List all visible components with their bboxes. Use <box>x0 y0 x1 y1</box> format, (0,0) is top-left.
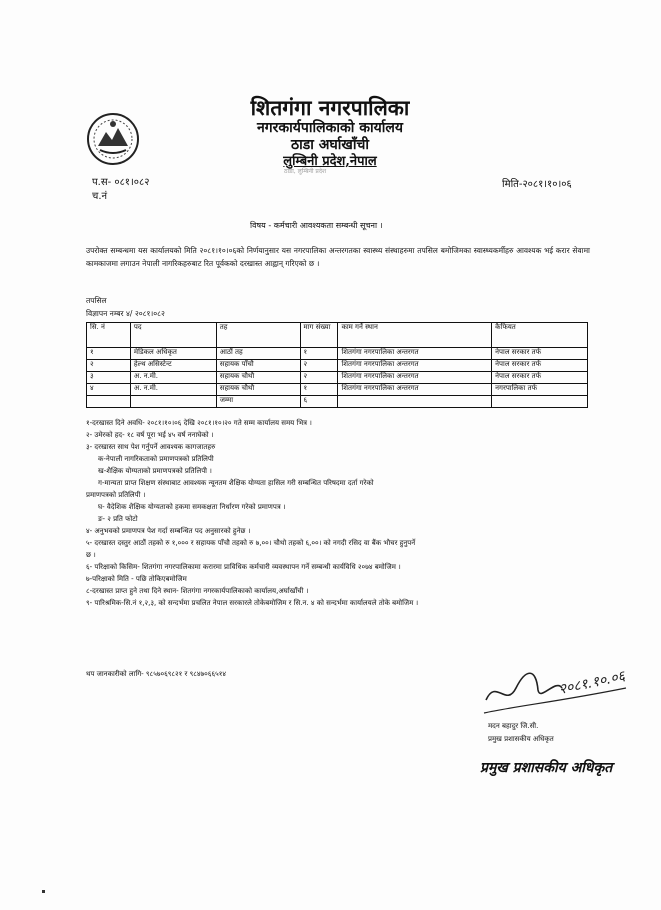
table-cell: शितगंगा नगरपालिका अन्तरगत <box>338 348 492 360</box>
table-cell <box>130 396 216 408</box>
total-value: ६ <box>300 396 338 408</box>
table-cell <box>87 396 131 408</box>
list-item: ७-परिक्षाको मिति - पछि तोकिएबमोजिम <box>86 575 187 583</box>
signature-date: २०८१.१०.०६ <box>557 668 627 698</box>
table-header-cell: पद <box>130 323 216 348</box>
notice-number: विज्ञापन नम्बर ४/ २०८१।०८२ <box>86 309 165 318</box>
table-cell: हेल्थ असिस्टेन्ट <box>130 360 216 372</box>
list-item: ५- दरखास्त दस्तुर आठौं तहको रु १,००० र सहायक पाँचौ तहको रु ७,००। चौथो तहको ६,००। को नगदी रसिद वा बैंक भौचर हुनुपर्ने <box>86 539 416 547</box>
table-cell: सहायक चौथौ <box>216 372 300 384</box>
table-cell <box>338 396 492 408</box>
tapsil-label: तपसिल <box>86 296 107 305</box>
table-cell: अ. न.मी. <box>130 384 216 396</box>
table-cell: २ <box>87 360 131 372</box>
table-header-cell: कैफियत <box>492 323 588 348</box>
handwritten-signature <box>476 658 636 728</box>
list-item: ४- अनुभवको प्रमाणपत्र पेश गर्दा सम्बन्धित पद अनुसारको हुनेछ । <box>86 527 251 535</box>
conditions-list <box>86 417 594 609</box>
table-header-cell: काम गर्ने स्थान <box>338 323 492 348</box>
reference-block <box>92 176 149 204</box>
table-cell: २ <box>300 360 338 372</box>
table-cell: ४ <box>87 384 131 396</box>
total-label: जम्मा <box>216 396 300 408</box>
signatory-name: मदन बहादुर जि.सी. <box>488 722 539 730</box>
office-place: ठाडा अर्घाखाँची <box>291 137 369 153</box>
table-cell: १ <box>300 348 338 360</box>
table-header-cell: माग संख्या <box>300 323 338 348</box>
letterhead <box>150 96 510 170</box>
table-cell: अ. न.मी. <box>130 372 216 384</box>
nepal-emblem-icon <box>86 112 140 166</box>
list-item: छ । <box>86 551 96 559</box>
vacancy-table <box>86 322 588 408</box>
list-item: ३- दरखास्त साथ पेश गर्नुपर्ने आवश्यक कागजातहरु <box>86 443 216 451</box>
table-header-cell: तह <box>216 323 300 348</box>
subject-line: विषय - कर्मचारी आवश्यकता सम्बन्धी सूचना । <box>250 221 383 230</box>
letter-date: मिति-२०८१।१०।०६ <box>502 179 572 190</box>
org-name: शितगंगा नगरपालिका <box>250 95 410 120</box>
table-cell <box>492 396 588 408</box>
scan-speck <box>42 890 45 893</box>
table-row <box>87 348 588 360</box>
table-row <box>87 360 588 372</box>
table-cell: नेपाल सरकार तर्फ <box>492 372 588 384</box>
table-cell: नगरपालिका तर्फ <box>492 384 588 396</box>
table-cell: आठौं तह <box>216 348 300 360</box>
table-cell: सहायक चौथौ <box>216 384 300 396</box>
list-item: घ- वैदेशिक शैक्षिक योग्यताको हकमा समकक्षता निर्धारण गरेको प्रमाणपत्र । <box>98 503 286 511</box>
table-header-row <box>87 323 588 348</box>
signatory-role: प्रमुख प्रशासकीय अधिकृत <box>488 735 554 743</box>
table-cell: १ <box>87 348 131 360</box>
table-total-row <box>87 396 588 408</box>
list-item: ग-मान्यता प्राप्त शिक्षण संस्थाबाट आवश्यक न्यूनतम शैक्षिक योग्यता हासिल गरी सम्बन्धित परिषदमा दर्ता गरेको <box>98 479 374 487</box>
list-item: १-दरखास्त दिने अवधि- २०८१।१०।०६ देखि २०८१।१०।२० गते सम्म कार्यालय समय भित्र । <box>86 419 312 427</box>
table-row <box>87 384 588 396</box>
table-row <box>87 372 588 384</box>
province-line: लुम्बिनी प्रदेश,नेपाल <box>283 154 377 169</box>
list-item: ख-शैक्षिक योग्यताको प्रमाणपत्रको प्रतिलिपी । <box>98 467 212 475</box>
table-cell: शितगंगा नगरपालिका अन्तरगत <box>338 372 492 384</box>
list-item: प्रमाणपत्रको प्रतिलिपी । <box>86 491 146 499</box>
chalani-number: च.नं <box>92 191 108 202</box>
body-paragraph: उपरोक्त सम्बन्धमा यस कार्यालयको मिति २०८१।१०।०६को निर्णयानुसार यस नगरपालिका अन्तरगतका स्वास्थ्य संस्थाहरुमा तपसिल बमोजिमका स्वास्थ्यकर्मीहरु आवश्यक भई करार सेवामा कामकाजमा लगाउन नेपाली नागरिकहरुबाट रित पूर्वकको दरखास्त आह्वान् गरिएको छ । <box>86 246 590 268</box>
table-cell: नेपाल सरकार तर्फ <box>492 348 588 360</box>
contact-line: थप जानकारीको लागि- ९८५७०६९८२१ र ९८४७०६६५१४ <box>86 670 227 678</box>
list-item: ९- पारिश्रमिक-सि.नं १,२,३, को सन्दर्भमा प्रचलित नेपाल सरकारले तोकेबमोजिम र सि.न. ४ को सन्दर्भमा कार्यालयले तोके बमोजिम । <box>86 599 419 607</box>
table-cell: १ <box>300 384 338 396</box>
list-item: ६- परिक्षाको किसिम- शितगंगा नगरपालिकामा करारमा प्राविधिक कर्मचारी व्यवस्थापन गर्ने सम्बन्धी कार्यविधि २०७४ बमोजिम । <box>86 563 401 571</box>
table-cell: मेडिकल अधिकृत <box>130 348 216 360</box>
list-item: क-नेपाली नागरिकताको प्रमाणपत्रको प्रतिलिपी <box>98 455 214 463</box>
patra-sankhya: प.स- ०८१।०८२ <box>92 177 150 188</box>
table-cell: शितगंगा नगरपालिका अन्तरगत <box>338 384 492 396</box>
table-cell: सहायक पाँचौ <box>216 360 300 372</box>
office-name: नगरकार्यपालिकाको कार्यालय <box>257 120 403 136</box>
office-stamp-text: ठाडा, लुम्बिनी प्रदेश <box>284 168 327 175</box>
table-cell: २ <box>300 372 338 384</box>
table-header-cell: सि. नं <box>87 323 131 348</box>
signatory-stamp-title: प्रमुख प्रशासकीय अधिकृत <box>480 760 613 776</box>
table-cell: ३ <box>87 372 131 384</box>
table-cell: नेपाल सरकार तर्फ <box>492 360 588 372</box>
signatory-block <box>488 720 554 746</box>
table-cell: शितगंगा नगरपालिका अन्तरगत <box>338 360 492 372</box>
list-item: ८-दरखास्त प्राप्त हुने तथा दिने स्थान- शितगंगा नगरकार्यपालिकाको कार्यालय,अर्घाखाँची । <box>86 587 309 595</box>
list-item: ङ- २ प्रति फोटो <box>98 515 138 523</box>
list-item: २- उमेरको हद- १८ वर्ष पूरा भई ४५ वर्ष ननाघेको । <box>86 431 214 439</box>
